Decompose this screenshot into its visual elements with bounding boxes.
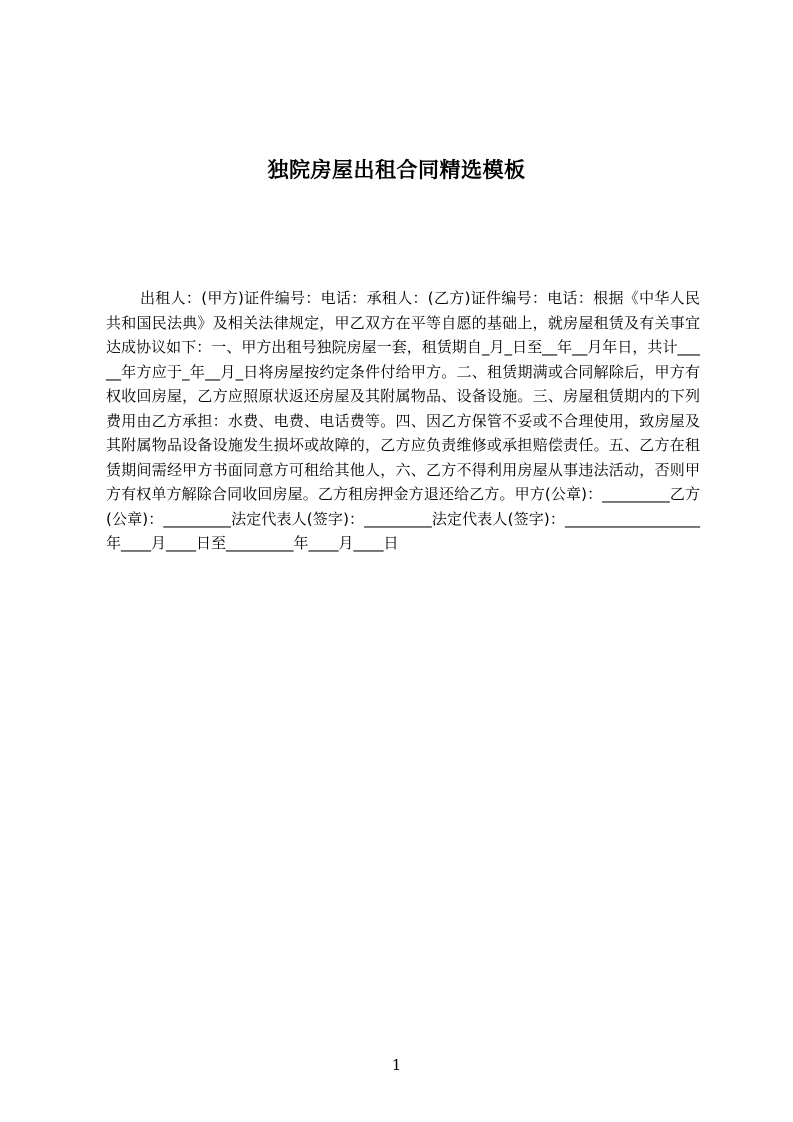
page-title: 独院房屋出租合同精选模板 [267, 158, 526, 183]
contract-body-paragraph: 出租人：(甲方)证件编号：电话：承租人：(乙方)证件编号：电话：根据《中华人民共和国民法典》及相关法律规定，甲乙双方在平等自愿的基础上，就房屋租赁及有关事宜达成协议如下：一、甲方出租号独院房屋一套，租赁期自_月_日至__年__月年日，共计_____年方应于_年__月_日将房屋按约定条件付给甲方。二、租赁期满或合同解除后，甲方有权收回房屋，乙方应照原状返还房屋及其附属物品、设备设施。三、房屋租赁期内的下列费用由乙方承担：水费、电费、电话费等。四、因乙方保管不妥或不合理使用，致房屋及其附属物品设备设施发生损坏或故障的，乙方应负责维修或承担赔偿责任。五、乙方在租赁期间需经甲方书面同意方可租给其他人，六、乙方不得利用房屋从事违法活动，否则甲方有权单方解除合同收回房屋。乙方租房押金方退还给乙方。甲方(公章)：_________乙方(公章)：_________法定代表人(签字)：_________法定代表人(签字)：__________________年____月____日至_________年____月____日 [106, 289, 700, 552]
page-number: 1 [391, 1056, 402, 1074]
